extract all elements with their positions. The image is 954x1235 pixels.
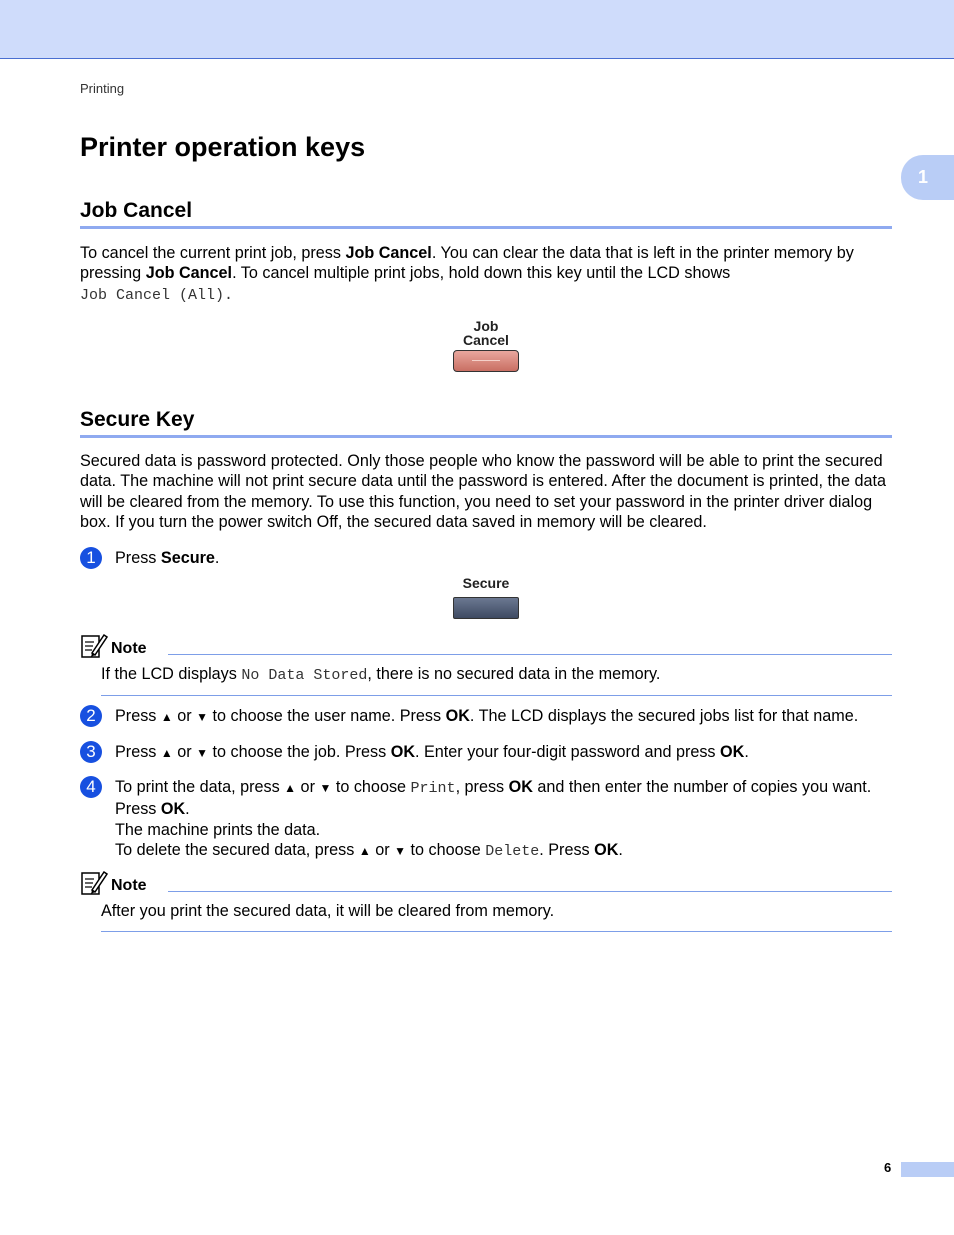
header-bar bbox=[0, 0, 954, 59]
section-heading-job-cancel: Job Cancel bbox=[80, 199, 892, 229]
lcd-text: No Data Stored bbox=[241, 667, 368, 684]
page-title: Printer operation keys bbox=[80, 132, 366, 162]
chapter-tab[interactable]: 1 bbox=[901, 155, 954, 200]
up-arrow-icon: ▲ bbox=[284, 781, 297, 795]
secure-key-figure: Secure bbox=[446, 576, 526, 619]
note-pencil-icon bbox=[80, 633, 108, 659]
down-arrow-icon: ▼ bbox=[196, 710, 209, 724]
secure-key bbox=[453, 597, 519, 619]
up-arrow-icon: ▲ bbox=[160, 746, 173, 760]
step-number-badge: 3 bbox=[80, 741, 102, 763]
job-cancel-key-figure: Job Cancel bbox=[446, 319, 526, 372]
down-arrow-icon: ▼ bbox=[319, 781, 332, 795]
lcd-text: Job Cancel (All). bbox=[80, 286, 234, 304]
lcd-text: Print bbox=[410, 780, 456, 797]
step-number-badge: 1 bbox=[80, 547, 102, 569]
up-arrow-icon: ▲ bbox=[358, 844, 371, 859]
note-pencil-icon bbox=[80, 870, 108, 896]
lcd-text: Delete bbox=[485, 843, 540, 861]
down-arrow-icon: ▼ bbox=[196, 746, 209, 760]
note-text: If the LCD displays No Data Stored, there is no secured data in the memory. bbox=[101, 664, 892, 696]
note-label: Note bbox=[111, 877, 147, 894]
step-number-badge: 4 bbox=[80, 776, 102, 798]
note-label: Note bbox=[111, 640, 147, 657]
note-box bbox=[80, 636, 892, 696]
note-rule bbox=[168, 654, 892, 655]
step-3: 3 Press ▲ or ▼ to choose the job. Press OK. Enter your four-digit password and press OK. bbox=[80, 742, 892, 763]
step-2: 2 Press ▲ or ▼ to choose the user name. Press OK. The LCD displays the secured jobs list for that name. bbox=[80, 706, 892, 727]
breadcrumb: Printing bbox=[80, 81, 125, 96]
page-tab bbox=[901, 1162, 954, 1177]
job-cancel-paragraph: To cancel the current print job, press Job Cancel. You can clear the data that is left in the printer memory by pressing Job Cancel. To cancel multiple print jobs, hold down this key until the LCD shows Job Cancel (All). bbox=[80, 244, 854, 304]
up-arrow-icon: ▲ bbox=[160, 710, 173, 724]
job-cancel-key bbox=[453, 350, 519, 372]
secure-key-paragraph: Secured data is password protected. Only those people who know the password will be able to print the secured data. The machine will not print secure data until the password is entered. After the document is printed, the data will be cleared from the memory. To use this function, you need to set your password in the printer driver dialog box. If you turn the power switch Off, the secured data saved in memory will be cleared. bbox=[80, 452, 886, 532]
note-text: After you print the secured data, it will be cleared from memory. bbox=[101, 901, 892, 932]
section-heading-secure-key: Secure Key bbox=[80, 408, 892, 438]
step-1: 1 Press Secure. bbox=[80, 548, 892, 568]
note-box bbox=[80, 873, 892, 932]
note-rule bbox=[168, 891, 892, 892]
step-4: 4 To print the data, press ▲ or ▼ to choose Print, press OK and then enter the number of copies you want. Press OK. The machine prints the data. To delete the secured data, press ▲ or ▼ to choose Delete. Press OK. bbox=[80, 777, 892, 863]
page-number: 6 bbox=[884, 1160, 892, 1175]
step-number-badge: 2 bbox=[80, 705, 102, 727]
down-arrow-icon: ▼ bbox=[394, 844, 407, 859]
